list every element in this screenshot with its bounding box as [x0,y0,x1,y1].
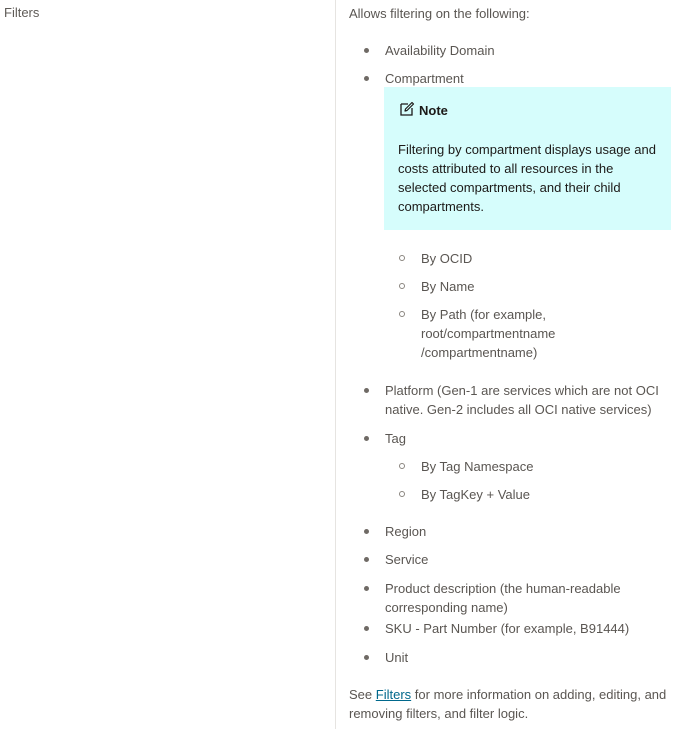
list-item-service: Service [385,552,429,567]
list-item-by-path-cont: root/compartmentname [421,326,556,341]
bullet [364,655,369,660]
property-label: Filters [4,5,40,20]
note-body: Filtering by compartment displays usage and costs attributed to all resources in the selected compartments, and their child compartments. [398,142,656,214]
list-item-tag: Tag [385,431,406,446]
sub-bullet [399,255,405,261]
sub-bullet [399,491,405,497]
bullet [364,529,369,534]
bullet [364,586,369,591]
list-item-unit: Unit [385,650,409,665]
list-item-compartment: Compartment [385,71,464,86]
list-item-by-path-cont: /compartmentname) [421,345,538,360]
bullet [364,557,369,562]
list-item-region: Region [385,524,427,539]
intro-text: Allows filtering on the following: [349,6,530,21]
list-item-by-tagkey: By TagKey + Value [421,487,531,502]
sub-bullet [399,283,405,289]
list-item-by-ocid: By OCID [421,251,473,266]
sub-bullet [399,463,405,469]
sub-bullet [399,311,405,317]
note-header [399,101,448,120]
list-item-by-tag-namespace: By Tag Namespace [421,459,534,474]
footer-see: See [349,687,373,702]
list-item-sku: SKU - Part Number (for example, B91444) [385,621,630,636]
list-item-availability-domain: Availability Domain [385,43,495,58]
note-title: Note [419,103,448,118]
bullet [364,76,369,81]
footer-text-cont: removing filters, and filter logic. [349,706,529,721]
bullet [364,388,369,393]
footer-text [349,685,666,704]
list-item-platform-cont: native. Gen-2 includes all OCI native services) [385,402,652,417]
bullet [364,626,369,631]
list-item-by-path: By Path (for example, [421,307,546,322]
bullet [364,48,369,53]
note-box [384,87,671,230]
table-cell-property [0,0,336,729]
list-item-product-description-cont: corresponding name) [385,600,508,615]
bullet [364,436,369,441]
edit-note-icon [399,101,415,120]
filters-link[interactable]: Filters [375,687,412,702]
list-item-platform: Platform (Gen-1 are services which are not OCI [385,383,659,398]
list-item-by-name: By Name [421,279,475,294]
footer-rest: for more information on adding, editing, and [414,687,667,702]
list-item-product-description: Product description (the human-readable [385,581,621,596]
